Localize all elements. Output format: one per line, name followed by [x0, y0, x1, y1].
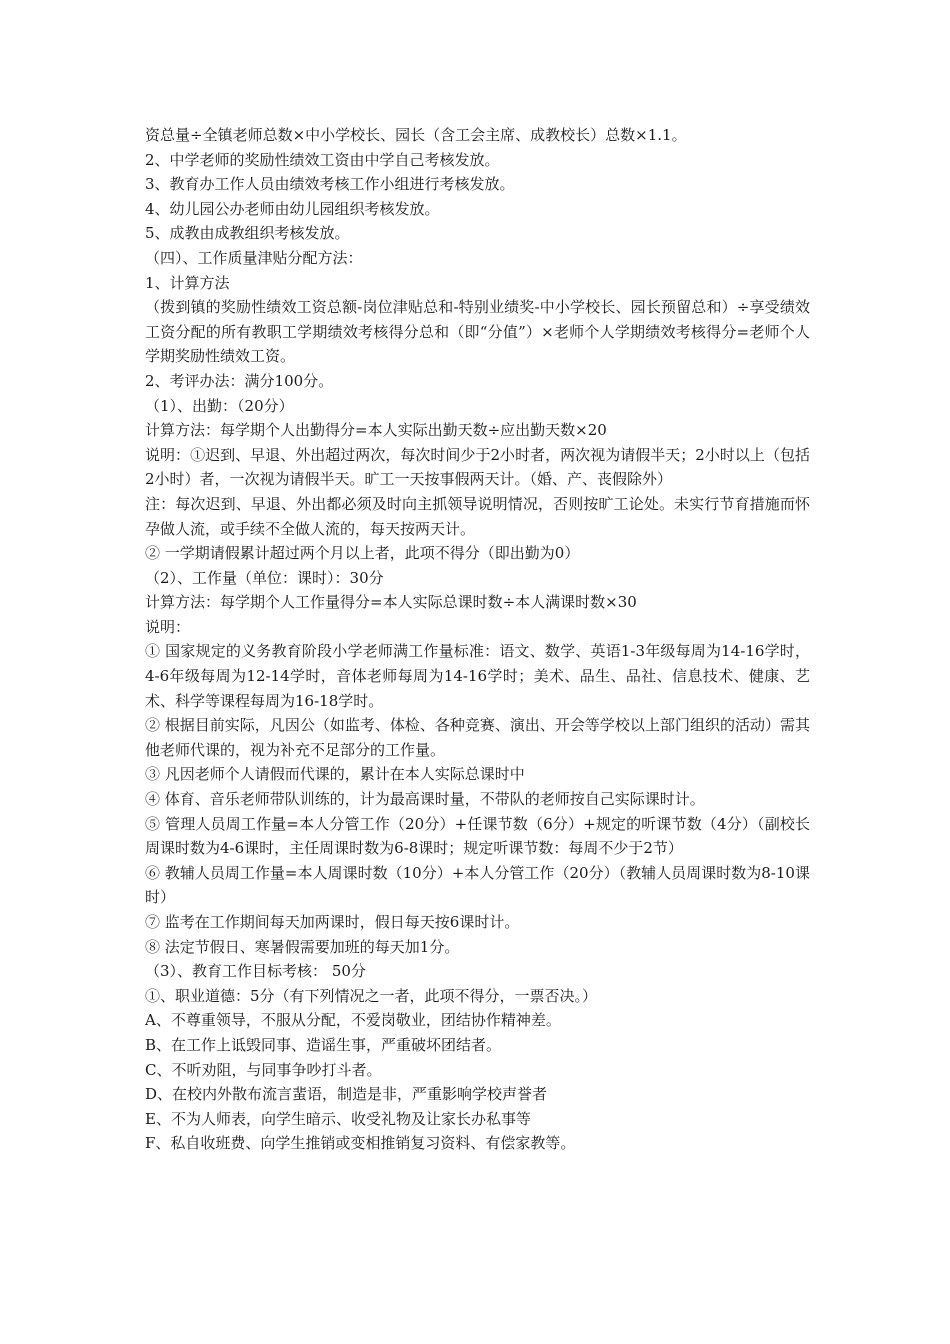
text-line: 2、中学老师的奖励性绩效工资由中学自己考核发放。 — [145, 150, 500, 169]
list-item: ① 国家规定的义务教育阶段小学老师满工作量标准：语文、数学、英语1-3年级每周为14-16学时，4-6年级每周为12-14学时，音体老师每周为14-16学时；美术、品生、品社、信息技术、健康、艺术、科学等课程每周为16-18学时。 — [145, 642, 810, 710]
list-item: B、在工作上诋毁同事、造谣生事，严重破坏团结者。 — [145, 1035, 502, 1054]
subheading: 2、考评办法：满分100分。 — [145, 371, 334, 390]
item-heading: （1）、出勤：（20分） — [145, 396, 294, 415]
text-line: 5、成教由成教组织考核发放。 — [145, 224, 350, 243]
list-item: ⑦ 监考在工作期间每天加两课时，假日每天按6课时计。 — [145, 913, 520, 931]
list-item: ③ 凡因老师个人请假而代课的，累计在本人实际总课时中 — [145, 765, 525, 784]
section-heading: （四）、工作质量津贴分配方法： — [145, 248, 363, 267]
subheading: 1、计算方法 — [145, 273, 230, 292]
note-paragraph: 注：每次迟到、早退、外出都必须及时向主抓领导说明情况，否则按旷工论处。未实行节育措施而怀孕做人流，或手续不全做人流的，每天按两天计。 — [145, 494, 810, 538]
list-item: ② 根据目前实际，凡因公（如监考、体检、各种竞赛、演出、开会等学校以上部门组织的活动）需其他老师代课的，视为补充不足部分的工作量。 — [145, 716, 810, 759]
list-item: D、在校内外散布流言蜚语，制造是非，严重影响学校声誉者 — [145, 1085, 548, 1104]
list-item: ④ 体育、音乐老师带队训练的，计为最高课时量，不带队的老师按自己实际课时计。 — [145, 790, 705, 809]
document-body — [145, 123, 810, 1156]
note-paragraph: 说明：①迟到、早退、外出超过两次，每次时间少于2小时者，两次视为请假半天；2小时以上（包括2小时）者，一次视为请假半天。旷工一天按事假两天计。（婚、产、丧假除外） — [145, 445, 810, 489]
list-item: C、不听劝阻，与同事争吵打斗者。 — [145, 1060, 382, 1079]
text-line: 计算方法：每学期个人出勤得分=本人实际出勤天数÷应出勤天数×20 — [145, 421, 607, 440]
formula-paragraph: （拨到镇的奖励性绩效工资总额-岗位津贴总和-特别业绩奖-中小学校长、园长预留总和）÷享受绩效工资分配的所有教职工学期绩效考核得分总和（即“分值”）×老师个人学期绩效考核得分=老师个人学期奖励性绩效工资。 — [145, 298, 810, 366]
list-item: ⑤ 管理人员周工作量=本人分管工作（20分）+任课节数（6分）+规定的听课节数（4分）（副校长周课时数为4-6课时，主任周课时数为6-8课时；规定听课节数：每周不少于2节） — [145, 814, 810, 858]
list-item: F、私自收班费、向学生推销或变相推销复习资料、有偿家教等。 — [145, 1134, 576, 1153]
text-line: 计算方法：每学期个人工作量得分=本人实际总课时数÷本人满课时数×30 — [145, 593, 637, 612]
text-line: 资总量÷全镇老师总数×中小学校长、园长（含工会主席、成教校长）总数×1.1。 — [145, 126, 687, 144]
item-heading: （3）、教育工作目标考核： 50分 — [145, 962, 366, 981]
text-line: 4、幼儿园公办老师由幼儿园组织考核发放。 — [145, 199, 440, 218]
text-line: ② 一学期请假累计超过两个月以上者，此项不得分（即出勤为0） — [145, 544, 580, 563]
text-line: 3、教育办工作人员由绩效考核工作小组进行考核发放。 — [145, 175, 515, 194]
item-heading: （2）、工作量（单位：课时）：30分 — [145, 568, 384, 587]
list-item: ⑧ 法定节假日、寒暑假需要加班的每天加1分。 — [145, 937, 460, 956]
list-item: A、不尊重领导，不服从分配，不爱岗敬业，团结协作精神差。 — [145, 1011, 561, 1030]
list-item: ⑥ 教辅人员周工作量=本人周课时数（10分）+本人分管工作（20分）（教辅人员周课时数为8-10课时） — [145, 863, 810, 907]
text-line: ①、职业道德：5分（有下列情况之一者，此项不得分，一票否决。） — [145, 986, 598, 1005]
text-line: 说明： — [145, 617, 191, 636]
list-item: E、不为人师表，向学生暗示、收受礼物及让家长办私事等 — [145, 1109, 531, 1128]
